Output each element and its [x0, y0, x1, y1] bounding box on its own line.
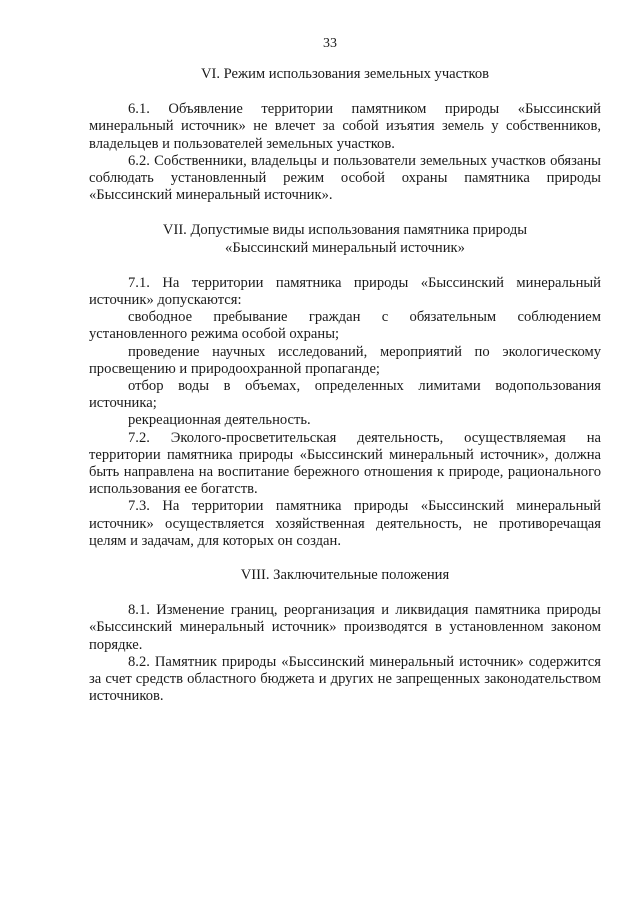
section-7-heading-line-1: VII. Допустимые виды использования памятника природы	[162, 222, 528, 239]
section-7-heading	[89, 222, 601, 256]
paragraph-8-2: 8.2. Памятник природы «Быссинский минеральный источник» содержится за счет средств областного бюджета и других не запрещенных законодательством источников.	[89, 653, 601, 705]
paragraph-6-1: 6.1. Объявление территории памятником природы «Быссинский минеральный источник» не влечет за собой изъятия земель у собственников, владельцев и пользователей земельных участков.	[89, 101, 601, 152]
paragraph-7-3: 7.3. На территории памятника природы «Быссинский минеральный источник» осуществляется хозяйственная деятельность, не противоречащая целям и задачам, для которых он создан.	[89, 498, 601, 549]
section-6-heading: VI. Режим использования земельных участков	[200, 66, 490, 82]
paragraph-6-2: 6.2. Собственники, владельцы и пользователи земельных участков обязаны соблюдать установленный режим особой охраны памятника природы «Быссинский минеральный источник».	[89, 152, 601, 204]
page-number: 33	[323, 36, 337, 51]
section-8-heading: VIII. Заключительные положения	[240, 567, 450, 584]
list-item-water-intake: отбор воды в объемах, определенных лимитами водопользования источника;	[89, 378, 601, 412]
paragraph-7-2: 7.2. Эколого-просветительская деятельность, осуществляемая на территории памятника природы «Быссинский минеральный источник», должна быть направлена на воспитание бережного отношения к природе, рационального использования ее богатств.	[89, 429, 601, 498]
list-item-recreation: рекреационная деятельность.	[128, 412, 311, 429]
section-7-heading-line-2: «Быссинский минеральный источник»	[225, 239, 465, 256]
list-item-research: проведение научных исследований, мероприятий по экологическому просвещению и природоохранной пропаганде;	[89, 343, 601, 377]
list-item-permitted-stay: свободное пребывание граждан с обязательным соблюдением установленного режима особой охраны;	[89, 309, 601, 343]
paragraph-8-1: 8.1. Изменение границ, реорганизация и ликвидация памятника природы «Быссинский минеральный источник» производятся в установленном законом порядке.	[89, 602, 601, 653]
document-body	[89, 66, 601, 706]
paragraph-7-1: 7.1. На территории памятника природы «Быссинский минеральный источник» допускаются:	[89, 274, 601, 309]
